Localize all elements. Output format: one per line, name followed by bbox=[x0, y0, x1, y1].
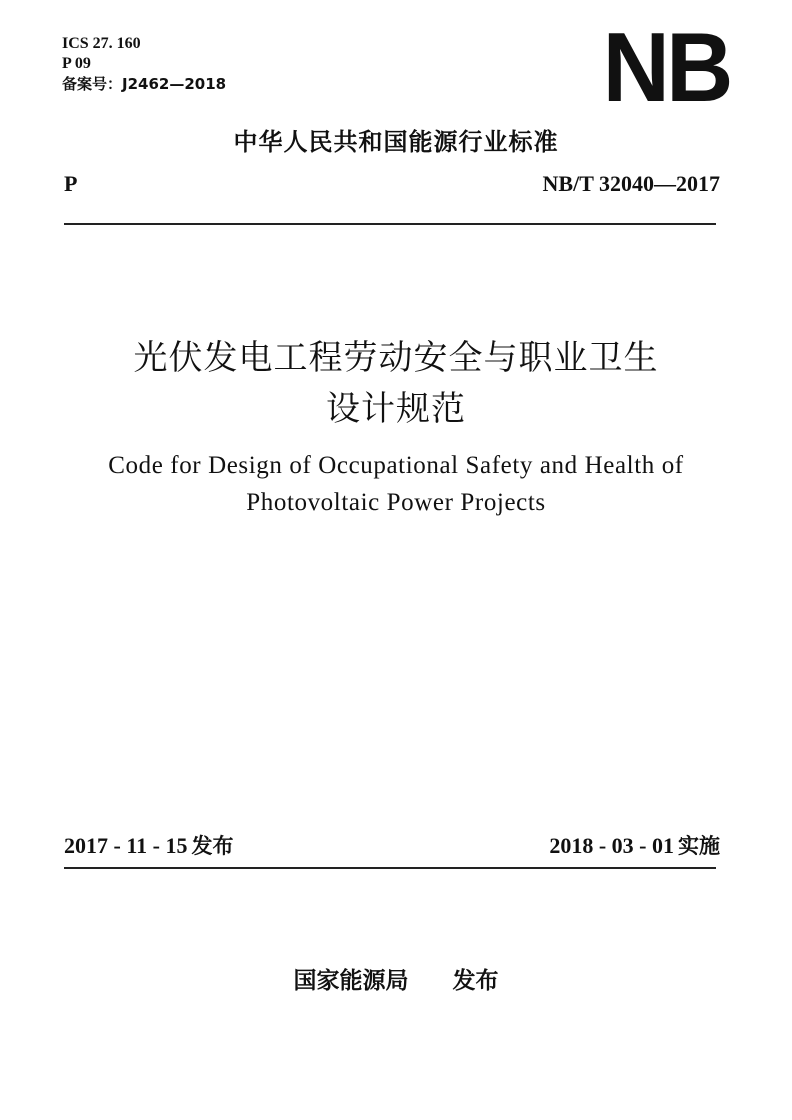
ics-code: ICS 27. 160 bbox=[62, 35, 141, 52]
issue-label: 发布 bbox=[191, 834, 234, 858]
classification-code: P bbox=[64, 171, 78, 196]
publisher-name: 国家能源局 bbox=[293, 968, 409, 994]
implementation-date bbox=[549, 830, 720, 860]
implementation-date-value: 2018 - 03 - 01 bbox=[549, 833, 674, 858]
title-cn-line2: 设计规范 bbox=[326, 389, 466, 429]
publisher-block bbox=[0, 962, 792, 995]
nb-logo: NB bbox=[603, 12, 730, 122]
implementation-label: 实施 bbox=[678, 834, 720, 858]
record-number: 备案号：J2462—2018 bbox=[62, 75, 227, 93]
issue-date-value: 2017 - 11 - 15 bbox=[64, 833, 188, 858]
issue-date bbox=[64, 830, 233, 860]
title-cn-line1: 光伏发电工程劳动安全与职业卫生 bbox=[133, 338, 659, 378]
publisher-action: 发布 bbox=[452, 968, 499, 994]
title-en-line2: Photovoltaic Power Projects bbox=[246, 489, 546, 516]
standard-number: NB/T 32040—2017 bbox=[542, 171, 720, 196]
standard-category: 中华人民共和国能源行业标准 bbox=[233, 128, 559, 156]
title-en-line1: Code for Design of Occupational Safety and Health of bbox=[108, 452, 684, 479]
bottom-divider bbox=[64, 867, 716, 869]
top-divider bbox=[64, 223, 716, 225]
ccs-code: P 09 bbox=[62, 55, 91, 72]
